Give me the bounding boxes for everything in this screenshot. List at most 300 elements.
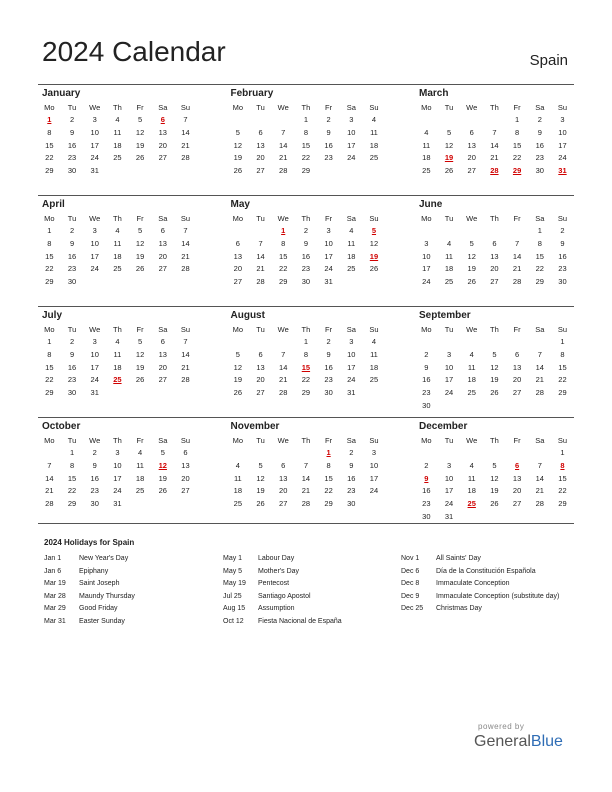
weekday-label: Sa	[535, 214, 545, 223]
day-cell: 8	[303, 127, 308, 137]
day-cell: 27	[158, 375, 167, 385]
day-cell: 8	[537, 238, 542, 248]
empty-day-cell	[38, 447, 61, 460]
empty-day-cell	[506, 225, 529, 238]
day-cell: 9	[303, 238, 308, 248]
day-cell: 25	[444, 277, 454, 287]
calendar-grid	[38, 84, 574, 528]
holiday-item	[44, 591, 219, 604]
weekday-label: Th	[301, 325, 311, 334]
day-cell: 10	[90, 349, 99, 359]
holiday-day-cell: 1	[47, 115, 52, 124]
empty-day-cell	[438, 400, 461, 413]
day-cell: 6	[235, 238, 240, 248]
day-cell: 9	[424, 362, 429, 372]
weekday-label: Th	[490, 436, 499, 445]
day-cell: 6	[469, 127, 474, 137]
day-cell: 12	[233, 140, 243, 150]
holiday-name: Immaculate Conception (substitute day)	[436, 592, 560, 600]
day-cell: 17	[444, 486, 454, 496]
day-cell: 12	[490, 362, 499, 372]
day-cell: 20	[233, 264, 243, 274]
week-row	[38, 152, 197, 165]
weekday-label: Sa	[535, 325, 545, 334]
day-cell: 24	[558, 153, 567, 163]
day-cell: 2	[349, 448, 354, 457]
day-cell: 17	[90, 251, 99, 261]
weekday-label: Tu	[67, 214, 77, 223]
week-row	[227, 152, 386, 165]
day-cell: 14	[256, 251, 265, 261]
weekday-label: Th	[490, 325, 499, 334]
empty-day-cell	[438, 225, 461, 238]
week-row	[415, 511, 574, 524]
day-cell: 18	[135, 473, 145, 483]
day-cell: 18	[113, 251, 122, 261]
holiday-day-cell: 6	[515, 460, 520, 470]
day-cell: 18	[347, 251, 356, 261]
holiday-name: All Saints' Day	[436, 555, 481, 562]
weekday-label: Sa	[158, 325, 168, 334]
day-cell: 11	[113, 127, 122, 137]
day-cell: 22	[535, 264, 544, 274]
day-cell: 22	[324, 486, 333, 496]
weekday-label: Su	[369, 214, 379, 223]
weekday-label: Sa	[158, 103, 168, 112]
day-cell: 13	[181, 460, 190, 470]
week-row	[415, 498, 574, 511]
day-cell: 26	[369, 264, 379, 274]
week-row	[38, 127, 197, 140]
month-name: October	[42, 421, 81, 432]
day-cell: 24	[422, 277, 431, 287]
day-cell: 19	[467, 264, 476, 274]
day-cell: 6	[258, 127, 263, 137]
day-cell: 7	[281, 127, 286, 137]
day-cell: 7	[515, 238, 520, 248]
week-row	[415, 225, 574, 238]
day-cell: 11	[467, 362, 476, 372]
weekday-header	[415, 212, 574, 225]
empty-day-cell	[506, 447, 529, 460]
week-row	[38, 114, 197, 127]
empty-day-cell	[83, 276, 106, 289]
day-cell: 22	[558, 486, 567, 496]
day-cell: 13	[490, 251, 499, 261]
empty-day-cell	[415, 114, 438, 127]
empty-day-cell	[551, 400, 574, 413]
day-cell: 8	[47, 349, 52, 359]
day-cell: 19	[135, 251, 145, 261]
holiday-day-cell: 28	[490, 166, 499, 176]
day-cell: 17	[369, 473, 379, 483]
holiday-name: Easter Sunday	[79, 617, 125, 625]
day-cell: 17	[347, 140, 356, 150]
day-cell: 15	[279, 251, 288, 261]
weekday-label: Mo	[421, 103, 432, 112]
weekday-label: Th	[301, 436, 311, 445]
weekday-label: Su	[557, 103, 568, 112]
day-cell: 16	[301, 251, 311, 261]
weekday-header	[38, 101, 197, 114]
month-name: February	[230, 88, 274, 99]
empty-day-cell	[151, 498, 174, 511]
weekday-label: Tu	[67, 325, 77, 334]
day-cell: 7	[183, 226, 188, 235]
day-cell: 20	[512, 375, 522, 385]
empty-day-cell	[272, 336, 295, 349]
day-cell: 1	[303, 115, 308, 124]
day-cell: 11	[136, 460, 144, 470]
weekday-label: We	[466, 103, 478, 112]
holiday-name: Epiphany	[79, 567, 109, 575]
month-name: January	[42, 88, 81, 99]
holiday-item	[223, 603, 398, 616]
holiday-date: May 1	[223, 555, 243, 562]
day-cell: 18	[369, 140, 379, 150]
day-cell: 28	[181, 375, 190, 385]
holiday-date: Mar 19	[44, 580, 66, 588]
day-cell: 23	[324, 375, 333, 385]
day-cell: 24	[444, 388, 454, 398]
day-cell: 16	[347, 473, 356, 483]
weekday-label: Fr	[325, 103, 333, 112]
week-row	[227, 498, 386, 511]
weekday-label: Fr	[325, 214, 333, 223]
month-name: May	[230, 199, 250, 210]
week-row	[227, 460, 386, 473]
day-cell: 23	[422, 499, 431, 509]
weekday-header	[38, 323, 197, 336]
day-cell: 13	[256, 362, 265, 372]
day-cell: 27	[256, 388, 265, 398]
day-cell: 11	[445, 251, 453, 261]
holiday-name: Saint Joseph	[79, 580, 120, 588]
weekday-label: Fr	[513, 214, 521, 223]
weekday-label: We	[89, 214, 101, 223]
week-row	[415, 400, 574, 413]
holiday-item	[44, 578, 219, 591]
day-cell: 29	[535, 277, 544, 287]
month-april	[38, 196, 197, 306]
day-cell: 23	[347, 486, 356, 496]
weekday-label: Th	[490, 103, 499, 112]
day-cell: 25	[113, 264, 122, 274]
weekday-label: Tu	[256, 103, 265, 112]
day-cell: 15	[45, 140, 54, 150]
week-row	[415, 238, 574, 251]
holiday-date: May 19	[223, 580, 246, 588]
week-row	[227, 485, 386, 498]
calendar-bottom-divider	[38, 523, 574, 524]
day-cell: 26	[135, 153, 145, 163]
holiday-item	[44, 603, 219, 616]
month-row	[38, 306, 574, 417]
week-row	[38, 485, 197, 498]
day-cell: 30	[67, 166, 77, 176]
empty-day-cell	[174, 276, 197, 289]
day-cell: 13	[158, 349, 167, 359]
weekday-label: Tu	[444, 103, 454, 112]
holiday-day-cell: 15	[301, 362, 311, 372]
day-cell: 24	[90, 153, 99, 163]
day-cell: 13	[512, 473, 522, 483]
day-cell: 14	[512, 251, 522, 261]
day-cell: 4	[424, 127, 429, 137]
day-cell: 18	[113, 362, 122, 372]
day-cell: 31	[324, 277, 333, 287]
day-cell: 4	[138, 448, 143, 457]
day-cell: 27	[233, 277, 243, 287]
empty-day-cell	[363, 165, 386, 178]
day-cell: 16	[90, 473, 99, 483]
empty-day-cell	[438, 447, 461, 460]
day-cell: 30	[535, 166, 544, 176]
week-row	[415, 152, 574, 165]
day-cell: 30	[347, 499, 356, 509]
holiday-date: Dec 25	[401, 605, 424, 613]
day-cell: 22	[45, 264, 54, 274]
empty-day-cell	[483, 225, 506, 238]
week-row	[38, 336, 197, 349]
day-cell: 31	[444, 511, 454, 521]
day-cell: 22	[45, 153, 54, 163]
weekday-label: Tu	[444, 436, 454, 445]
holiday-date: Mar 29	[44, 605, 66, 613]
day-cell: 27	[512, 388, 522, 398]
weekday-label: We	[277, 103, 289, 112]
week-row	[227, 473, 386, 486]
empty-day-cell	[340, 276, 363, 289]
day-cell: 15	[45, 362, 54, 372]
day-cell: 27	[181, 486, 190, 496]
month-december	[415, 418, 574, 528]
weekday-label: Su	[369, 103, 379, 112]
day-cell: 21	[279, 153, 288, 163]
day-cell: 1	[303, 337, 308, 346]
day-cell: 17	[422, 264, 431, 274]
weekday-label: We	[277, 436, 289, 445]
weekday-label: Tu	[256, 214, 265, 223]
day-cell: 19	[490, 375, 499, 385]
weekday-label: Fr	[513, 436, 521, 445]
holiday-item	[223, 566, 398, 579]
empty-day-cell	[506, 400, 529, 413]
weekday-label: Su	[180, 103, 191, 112]
day-cell: 21	[279, 375, 288, 385]
day-cell: 21	[490, 153, 499, 163]
powered-by-text: powered by	[478, 722, 525, 731]
day-cell: 28	[181, 264, 190, 274]
weekday-label: Tu	[256, 325, 265, 334]
weekday-label: Su	[180, 214, 191, 223]
weekday-label: Th	[113, 103, 122, 112]
day-cell: 12	[135, 349, 145, 359]
empty-day-cell	[151, 165, 174, 178]
empty-day-cell	[415, 447, 438, 460]
weekday-label: Mo	[44, 436, 55, 445]
day-cell: 23	[535, 153, 544, 163]
weekday-label: Tu	[67, 436, 77, 445]
day-cell: 3	[115, 448, 120, 457]
day-cell: 10	[558, 127, 567, 137]
day-cell: 6	[492, 238, 497, 248]
empty-day-cell	[483, 336, 506, 349]
holiday-name: Labour Day	[258, 555, 295, 562]
holiday-date: Nov 1	[401, 555, 420, 562]
day-cell: 16	[67, 140, 77, 150]
day-cell: 18	[233, 486, 243, 496]
day-cell: 29	[301, 166, 311, 176]
empty-day-cell	[363, 387, 386, 400]
day-cell: 9	[69, 349, 75, 359]
week-row	[227, 387, 386, 400]
day-cell: 12	[135, 127, 145, 137]
day-cell: 22	[512, 153, 522, 163]
empty-day-cell	[174, 498, 197, 511]
day-cell: 11	[370, 349, 378, 359]
day-cell: 22	[301, 375, 311, 385]
day-cell: 19	[233, 153, 243, 163]
holiday-item	[44, 616, 219, 629]
day-cell: 30	[422, 511, 431, 521]
day-cell: 14	[279, 362, 288, 372]
holiday-date: Jan 6	[44, 567, 62, 575]
month-name: December	[419, 421, 468, 432]
weekday-label: Sa	[535, 103, 545, 112]
day-cell: 2	[69, 337, 75, 346]
day-cell: 13	[467, 140, 476, 150]
week-row	[227, 263, 386, 276]
weekday-label: Fr	[136, 325, 144, 334]
weekday-label: Fr	[513, 325, 521, 334]
day-cell: 11	[233, 473, 242, 483]
day-cell: 25	[422, 166, 431, 176]
day-cell: 27	[256, 166, 265, 176]
day-cell: 30	[90, 499, 99, 509]
empty-day-cell	[460, 400, 483, 413]
weekday-label: Su	[557, 214, 568, 223]
day-cell: 6	[160, 226, 165, 235]
day-cell: 5	[160, 448, 165, 457]
holiday-day-cell: 6	[160, 115, 165, 124]
holiday-date: Dec 8	[401, 580, 420, 588]
day-cell: 22	[279, 264, 288, 274]
day-cell: 4	[115, 115, 120, 124]
week-row	[227, 276, 386, 289]
weekday-header	[227, 101, 386, 114]
week-row	[38, 473, 197, 486]
holiday-item	[44, 553, 219, 566]
month-row	[38, 417, 574, 528]
weekday-label: Sa	[346, 103, 356, 112]
empty-day-cell	[528, 447, 551, 460]
day-cell: 31	[113, 499, 122, 509]
holiday-name: Immaculate Conception	[436, 580, 510, 588]
country-label: Spain	[529, 52, 568, 69]
day-cell: 20	[490, 264, 499, 274]
day-cell: 28	[256, 277, 265, 287]
day-cell: 31	[90, 166, 99, 176]
weekday-label: We	[277, 214, 289, 223]
weekday-label: Th	[490, 214, 499, 223]
day-cell: 23	[558, 264, 567, 274]
day-cell: 20	[256, 375, 265, 385]
holiday-day-cell: 12	[158, 460, 167, 470]
empty-day-cell	[340, 165, 363, 178]
day-cell: 29	[558, 388, 567, 398]
weekday-label: Sa	[158, 214, 168, 223]
day-cell: 15	[535, 251, 544, 261]
day-cell: 21	[45, 486, 54, 496]
day-cell: 8	[47, 127, 52, 137]
day-cell: 2	[69, 115, 75, 124]
day-cell: 10	[444, 473, 454, 483]
day-cell: 20	[256, 153, 265, 163]
week-row	[227, 362, 386, 375]
day-cell: 8	[326, 460, 331, 470]
weekday-label: Fr	[325, 436, 333, 445]
day-cell: 3	[349, 337, 354, 346]
month-july	[38, 307, 197, 417]
day-cell: 15	[67, 473, 77, 483]
day-cell: 30	[558, 277, 567, 287]
week-row	[38, 387, 197, 400]
day-cell: 13	[158, 238, 167, 248]
day-cell: 8	[560, 349, 565, 359]
day-cell: 26	[490, 499, 499, 509]
day-cell: 14	[535, 473, 544, 483]
week-row	[38, 460, 197, 473]
week-row	[227, 238, 386, 251]
day-cell: 19	[135, 362, 145, 372]
holiday-day-cell: 1	[326, 448, 331, 457]
weekday-label: Th	[301, 214, 311, 223]
day-cell: 21	[512, 264, 522, 274]
empty-day-cell	[106, 387, 129, 400]
empty-day-cell	[249, 336, 272, 349]
empty-day-cell	[129, 165, 152, 178]
holiday-date: May 5	[223, 567, 243, 575]
holiday-date: Jul 25	[223, 592, 242, 600]
day-cell: 10	[444, 362, 454, 372]
weekday-label: Th	[113, 325, 122, 334]
weekday-label: Sa	[346, 214, 356, 223]
day-cell: 25	[467, 388, 476, 398]
day-cell: 4	[115, 337, 120, 346]
month-october	[38, 418, 197, 528]
holiday-date: Dec 9	[401, 592, 420, 600]
empty-day-cell	[227, 225, 250, 238]
empty-day-cell	[249, 225, 272, 238]
month-november	[227, 418, 386, 528]
holiday-item	[401, 591, 576, 604]
weekday-header	[38, 434, 197, 447]
day-cell: 23	[90, 486, 99, 496]
day-cell: 17	[90, 140, 99, 150]
page-title: 2024 Calendar	[42, 36, 226, 67]
day-cell: 11	[422, 140, 431, 150]
week-row	[415, 251, 574, 264]
weekday-label: We	[466, 325, 478, 334]
holiday-name: Good Friday	[79, 605, 118, 613]
day-cell: 5	[235, 349, 240, 359]
holiday-item	[223, 553, 398, 566]
day-cell: 16	[422, 486, 431, 496]
day-cell: 21	[181, 140, 190, 150]
day-cell: 21	[535, 486, 544, 496]
holiday-date: Oct 12	[223, 617, 244, 625]
